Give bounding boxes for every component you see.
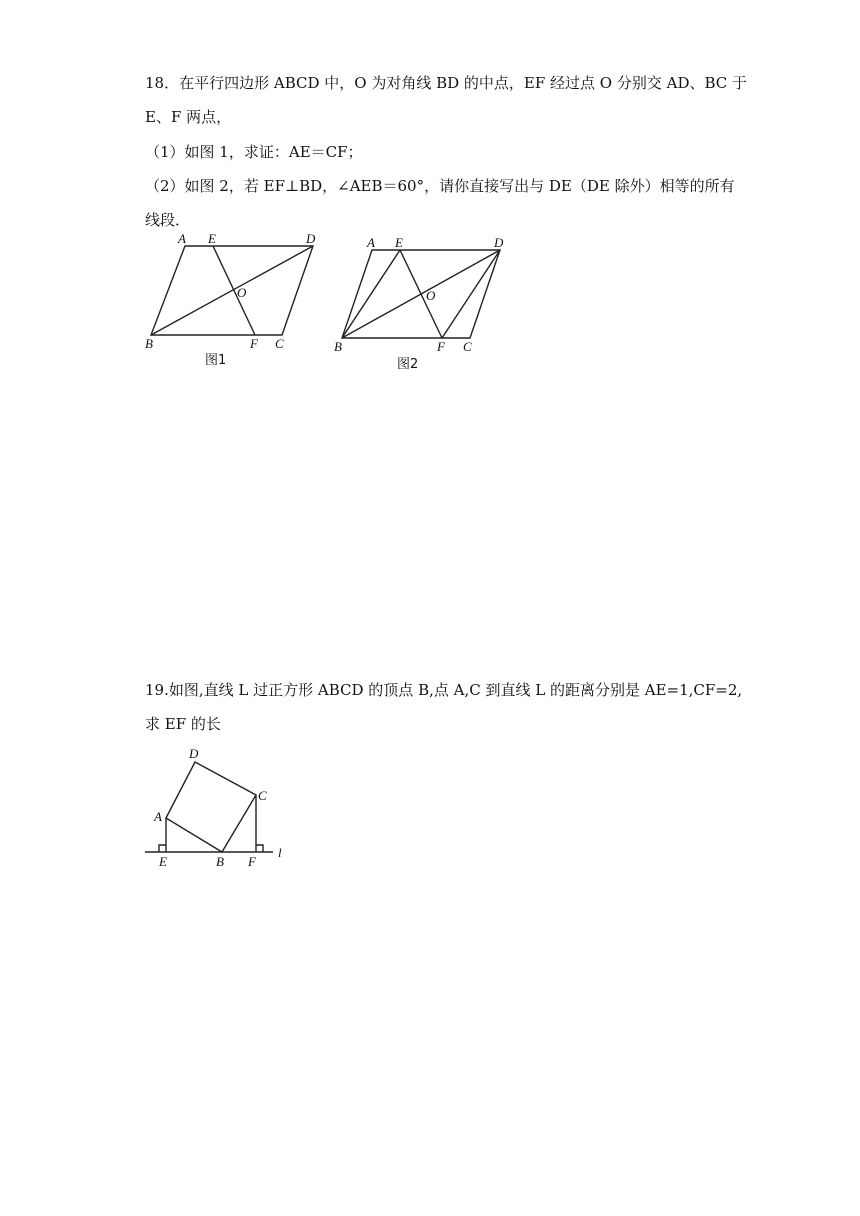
label-d: D — [189, 746, 199, 761]
label-e: E — [395, 235, 403, 250]
segment-be — [342, 250, 400, 338]
label-c: C — [463, 339, 472, 354]
label-e: E — [208, 231, 216, 246]
figure-2-caption: 图2 — [397, 357, 419, 372]
figure-1 — [140, 230, 340, 350]
segment-ef — [400, 250, 442, 338]
label-f: F — [248, 854, 256, 869]
q18-line-4: （2）如图 2，若 EF⊥BD，∠AEB＝60°，请你直接写出与 DE（DE 除外）相等的所有 — [145, 177, 735, 195]
q18-line-1: 18．在平行四边形 ABCD 中，O 为对角线 BD 的中点，EF 经过点 O 分别交 AD、BC 于 — [145, 74, 748, 92]
label-d: D — [306, 231, 316, 246]
segment-df — [442, 250, 500, 338]
q18-line-2: E、F 两点， — [145, 108, 232, 126]
label-f: F — [250, 336, 258, 351]
label-a: A — [367, 235, 375, 250]
label-l: l — [278, 845, 282, 860]
q19-line-2: 求 EF 的长 — [145, 715, 221, 733]
right-angle-f — [256, 845, 263, 852]
label-o: O — [237, 285, 247, 300]
label-e: E — [159, 854, 167, 869]
label-b: B — [145, 336, 153, 351]
figure-square — [140, 745, 300, 875]
q19-line-1: 19.如图,直线 L 过正方形 ABCD 的顶点 B,点 A,C 到直线 L 的距离分别是 AE=1,CF=2, — [145, 681, 743, 699]
label-a: A — [154, 809, 162, 824]
figure-2 — [330, 236, 530, 356]
right-angle-e — [159, 845, 166, 852]
label-a: A — [178, 231, 186, 246]
label-c: C — [275, 336, 284, 351]
figure-1-caption: 图1 — [205, 353, 227, 368]
square-abcd — [166, 762, 256, 852]
q18-line-5: 线段． — [145, 211, 191, 229]
label-o: O — [426, 288, 436, 303]
segment-ef — [213, 246, 255, 335]
label-d: D — [494, 235, 504, 250]
q18-line-3: （1）如图 1，求证：AE＝CF； — [145, 143, 363, 161]
diagonal-bd — [151, 246, 313, 335]
label-c: C — [258, 788, 267, 803]
label-b: B — [216, 854, 224, 869]
label-b: B — [334, 339, 342, 354]
label-f: F — [437, 339, 445, 354]
